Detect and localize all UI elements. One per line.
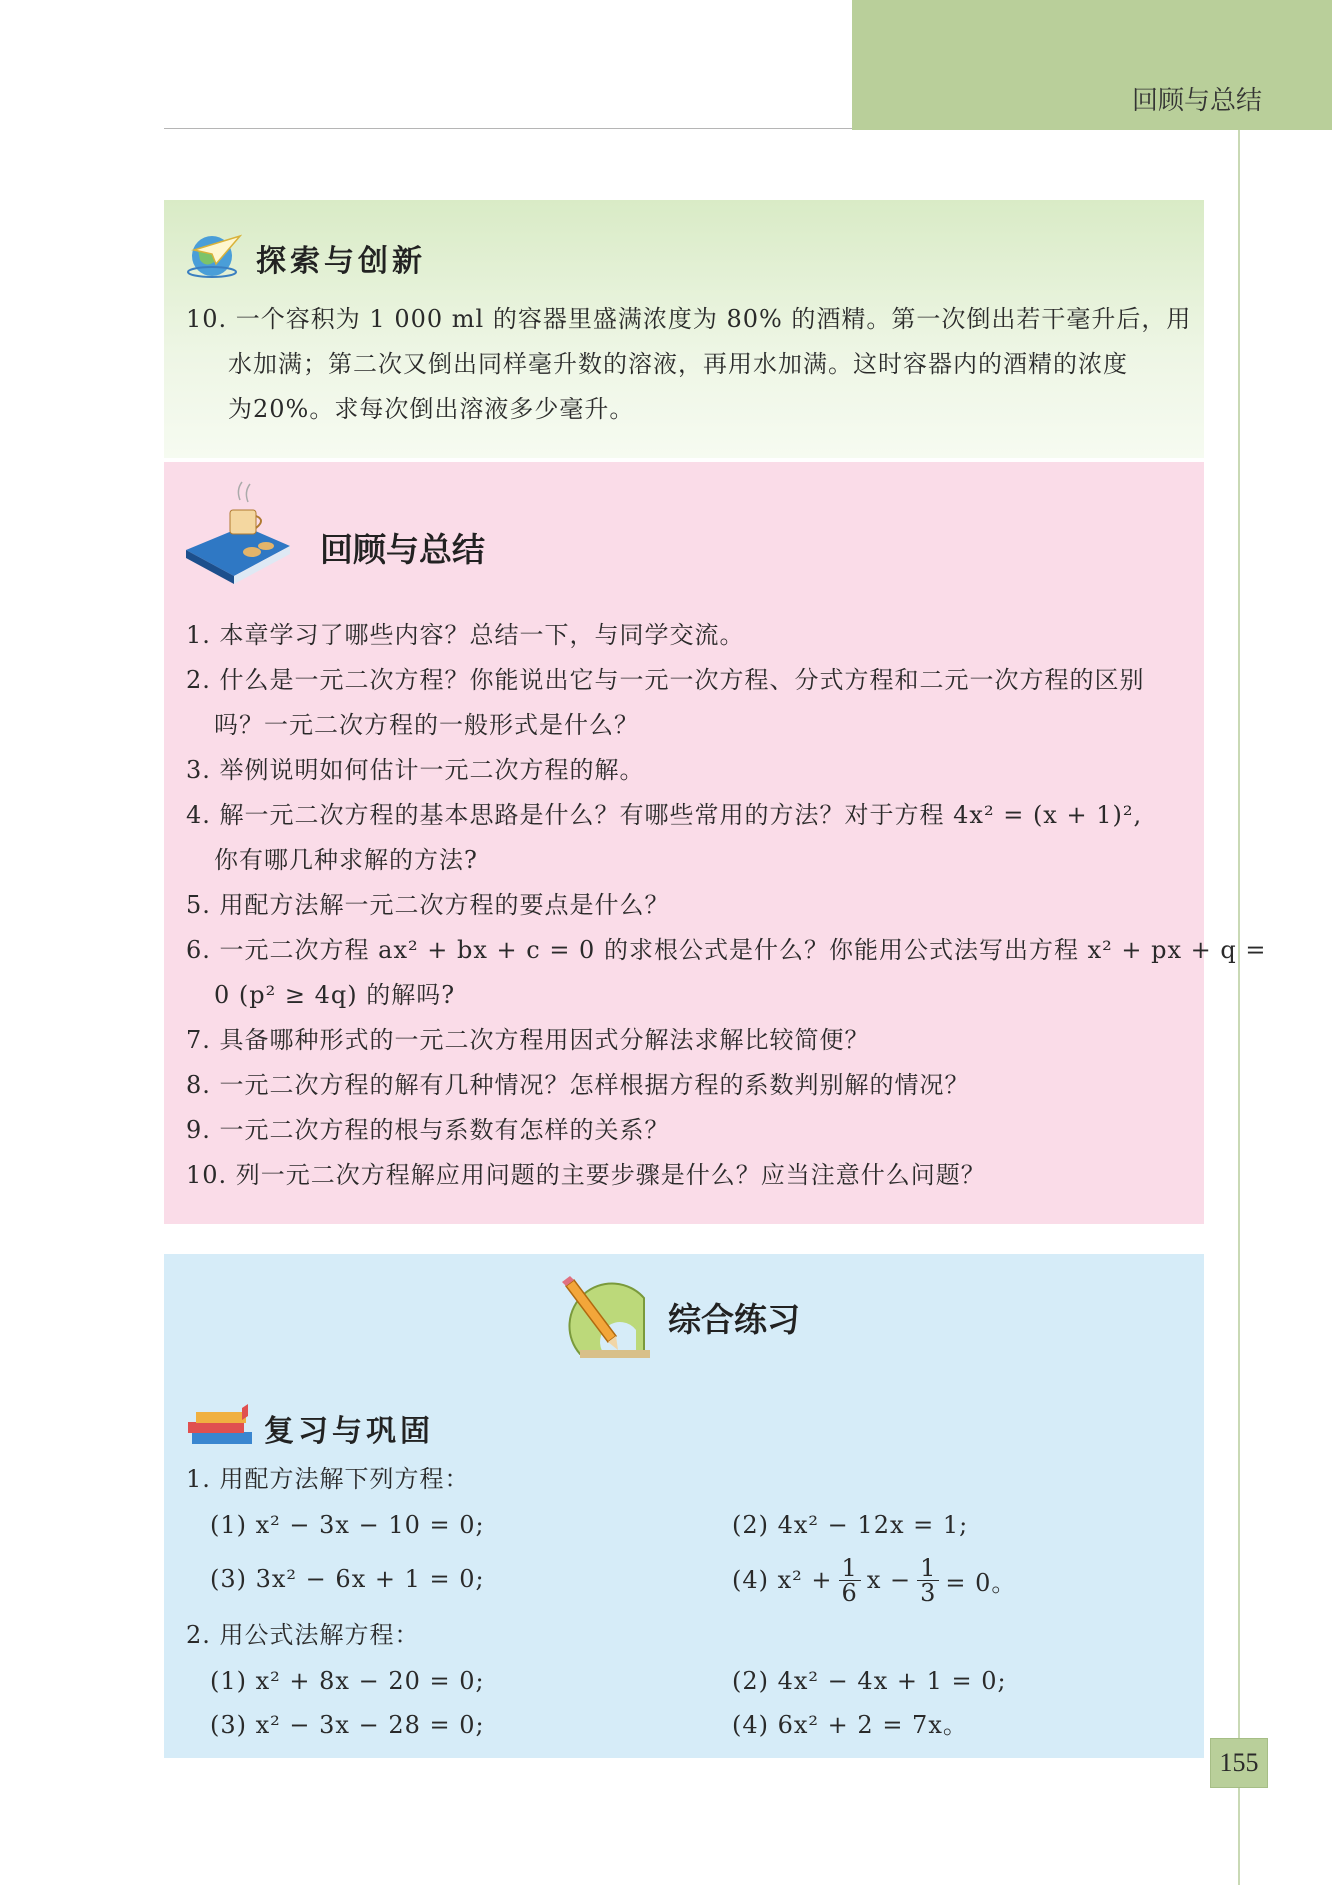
practice-q2-p3: (3) x² − 3x − 28 = 0; [210, 1711, 485, 1739]
practice-q1-p4 [732, 1548, 1016, 1612]
practice-q2-p2: (2) 4x² − 4x + 1 = 0; [732, 1667, 1007, 1695]
review-item-6-line2: 0 (p² ≥ 4q) 的解吗? [214, 981, 456, 1009]
explore-q10-line3: 为20%。求每次倒出溶液多少毫升。 [228, 395, 635, 423]
globe-paper-plane-icon [186, 228, 242, 280]
header-tab [852, 0, 1332, 130]
practice-q2-p4: (4) 6x² + 2 = 7x。 [732, 1711, 968, 1739]
stacked-books-icon [184, 1404, 256, 1448]
practice-subheading: 复习与巩固 [264, 1414, 434, 1449]
p4-frac2-den: 3 [920, 1578, 937, 1607]
review-item-2-line1: 2. 什么是一元二次方程？你能说出它与一元一次方程、分式方程和二元一次方程的区别 [186, 666, 1145, 694]
p4-mid: x − [866, 1566, 912, 1594]
review-item-4-line1: 4. 解一元二次方程的基本思路是什么？有哪些常用的方法？对于方程 4x² = (x + 1)², [186, 801, 1143, 829]
practice-q2-p1: (1) x² + 8x − 20 = 0; [210, 1667, 485, 1695]
page-number: 155 [1210, 1738, 1268, 1788]
review-item-4-line2: 你有哪几种求解的方法? [214, 846, 478, 874]
explore-q10-line2: 水加满；第二次又倒出同样毫升数的溶液，再用水加满。这时容器内的酒精的浓度 [228, 350, 1128, 378]
review-item-8: 8. 一元二次方程的解有几种情况？怎样根据方程的系数判别解的情况？ [186, 1071, 970, 1099]
p4-frac1-den: 6 [841, 1578, 858, 1607]
p4-fraction-1 [839, 1553, 861, 1607]
explore-section [164, 200, 1204, 458]
review-item-1: 1. 本章学习了哪些内容？总结一下，与同学交流。 [186, 621, 745, 649]
review-section [164, 462, 1267, 1224]
explore-heading: 探索与创新 [256, 244, 426, 279]
book-coffee-icon [182, 480, 292, 594]
pencil-protractor-icon [560, 1276, 654, 1360]
practice-heading: 综合练习 [668, 1300, 800, 1339]
practice-q1-p3: (3) 3x² − 6x + 1 = 0; [210, 1565, 485, 1593]
review-heading: 回顾与总结 [320, 530, 485, 569]
practice-q1-p1: (1) x² − 3x − 10 = 0; [210, 1511, 485, 1539]
review-item-9: 9. 一元二次方程的根与系数有怎样的关系？ [186, 1116, 670, 1144]
p4-frac1-num: 1 [839, 1556, 861, 1581]
review-item-7: 7. 具备哪种形式的一元二次方程用因式分解法求解比较简便？ [186, 1026, 870, 1054]
review-item-5: 5. 用配方法解一元二次方程的要点是什么？ [186, 891, 670, 919]
practice-q1-stem: 1. 用配方法解下列方程： [186, 1465, 470, 1493]
p4-suffix: = 0。 [945, 1568, 1017, 1597]
p4-fraction-2 [917, 1553, 939, 1607]
practice-q2-stem: 2. 用公式法解方程： [186, 1621, 420, 1649]
practice-q1-p2: (2) 4x² − 12x = 1; [732, 1511, 969, 1539]
right-margin-line [1238, 130, 1240, 1885]
review-item-10: 10. 列一元二次方程解应用问题的主要步骤是什么？应当注意什么问题？ [186, 1161, 986, 1189]
practice-section [164, 1254, 1204, 1758]
header-title: 回顾与总结 [1131, 86, 1262, 116]
p4-prefix: (4) x² + [732, 1566, 833, 1594]
p4-frac2-num: 1 [917, 1556, 939, 1581]
review-item-3: 3. 举例说明如何估计一元二次方程的解。 [186, 756, 645, 784]
header-divider [164, 128, 852, 129]
review-item-6-line1: 6. 一元二次方程 ax² + bx + c = 0 的求根公式是什么？你能用公式法写出方程 x² + px + q = [186, 936, 1267, 964]
explore-q10-line1: 10. 一个容积为 1 000 ml 的容器里盛满浓度为 80% 的酒精。第一次倒出若干毫升后，用 [186, 305, 1192, 333]
review-item-2-line2: 吗？一元二次方程的一般形式是什么？ [214, 711, 639, 739]
